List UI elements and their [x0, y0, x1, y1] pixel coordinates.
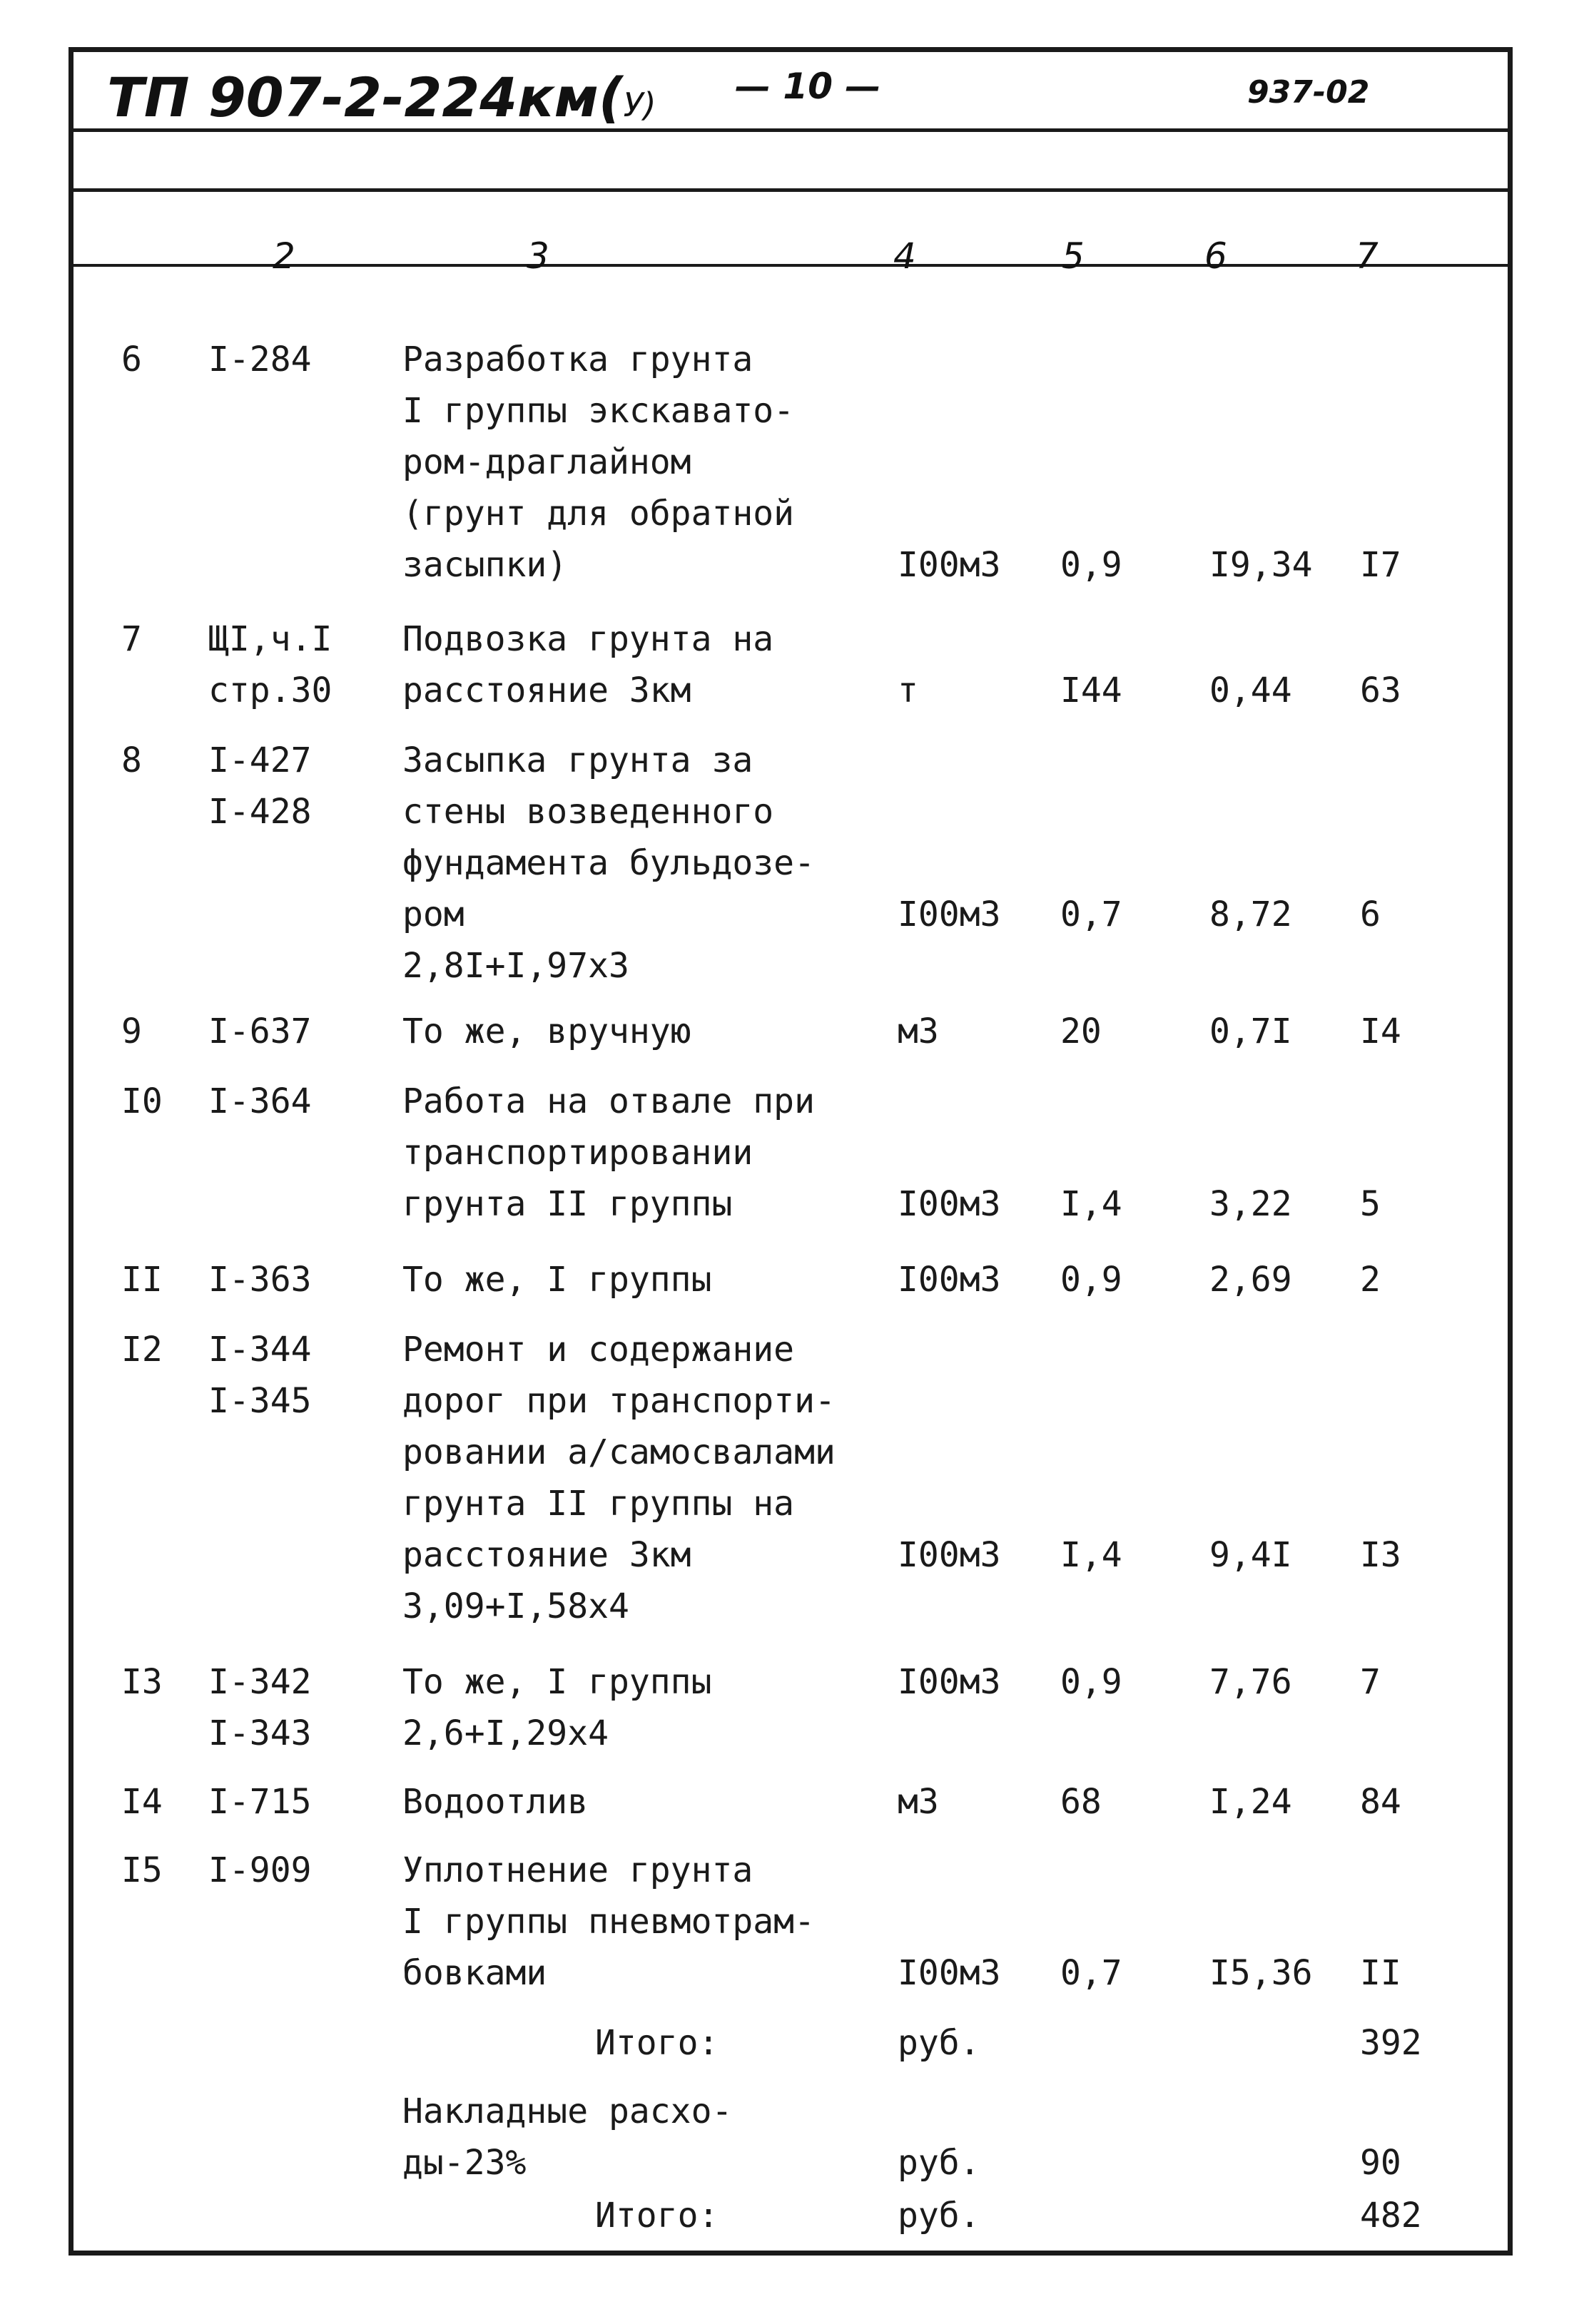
description-line: стены возведенного [402, 792, 774, 832]
description-line: Засыпка грунта за [402, 740, 753, 780]
summary-total: 482 [1360, 2196, 1422, 2236]
norm-code-line: I-364 [208, 1081, 312, 1121]
norm-code-line: I-284 [208, 340, 312, 379]
total-cost: I7 [1360, 545, 1401, 585]
unit-price: 8,72 [1209, 895, 1292, 934]
table-row [0, 1006, 1584, 1057]
norm-code-line: I-427 [208, 740, 312, 780]
summary-label-line: ды-23% [402, 2143, 527, 2183]
row-number: II [121, 1260, 163, 1300]
work-description [402, 1845, 815, 1999]
unit-price: 0,44 [1209, 671, 1292, 710]
column-header-5: 5 [1062, 235, 1085, 277]
description-line: То же, I группы [402, 1260, 712, 1300]
description-line: Ремонт и содержание [402, 1330, 795, 1370]
unit: I00м3 [898, 1535, 1001, 1575]
norm-code [208, 613, 332, 716]
description-line: 2,6+I,29х4 [402, 1713, 609, 1753]
total-cost: 7 [1360, 1662, 1381, 1702]
table-row [0, 1656, 1584, 1759]
norm-code-line: I-345 [208, 1381, 312, 1421]
description-line: Работа на отвале при [402, 1081, 815, 1121]
norm-code [208, 1324, 312, 1427]
table-row [0, 1254, 1584, 1305]
row-number: I5 [121, 1850, 163, 1890]
row-number: I0 [121, 1081, 163, 1121]
total-cost: 63 [1360, 671, 1401, 710]
unit: м3 [898, 1011, 939, 1051]
unit: I00м3 [898, 1953, 1001, 1993]
quantity: 0,9 [1060, 1662, 1122, 1702]
norm-code [208, 1845, 312, 1896]
quantity: I,4 [1060, 1535, 1122, 1575]
description-line: То же, вручную [402, 1011, 691, 1051]
summary-unit: руб. [898, 2196, 980, 2236]
unit-price: 9,4I [1209, 1535, 1292, 1575]
unit-price: 7,76 [1209, 1662, 1292, 1702]
doc-code: ТП 907-2-224км(У) [107, 66, 656, 129]
description-line: То же, I группы [402, 1662, 712, 1702]
summary-label-line: Итого: [595, 2023, 719, 2063]
unit-price: I,24 [1209, 1782, 1292, 1822]
column-header-6: 6 [1204, 235, 1227, 277]
table-row [0, 1845, 1584, 1999]
norm-code [208, 1254, 312, 1305]
norm-code-line: I-343 [208, 1713, 312, 1753]
work-description [402, 1254, 711, 1305]
row-number: 7 [121, 619, 142, 659]
summary-label [595, 2017, 719, 2069]
description-line: (грунт для обратной [402, 494, 795, 534]
summary-total: 90 [1360, 2143, 1401, 2183]
row-number: 6 [121, 340, 142, 379]
description-line: расстояние 3км [402, 671, 691, 710]
norm-code-line: I-715 [208, 1782, 312, 1822]
ref-number: 937-02 [1247, 74, 1370, 111]
unit-price: I5,36 [1209, 1953, 1313, 1993]
norm-code-line: I-637 [208, 1011, 312, 1051]
quantity: 20 [1060, 1011, 1102, 1051]
quantity: 68 [1060, 1782, 1102, 1822]
column-header-2: 2 [273, 235, 295, 277]
norm-code-line: I-344 [208, 1330, 312, 1370]
work-description [402, 1076, 815, 1230]
description-line: 3,09+I,58х4 [402, 1586, 629, 1626]
unit-price: I9,34 [1209, 545, 1313, 585]
description-line: засыпки) [402, 545, 568, 585]
norm-code-line: I-342 [208, 1662, 312, 1702]
total-cost: 2 [1360, 1260, 1381, 1300]
work-description [402, 1776, 588, 1828]
header-divider-2 [68, 188, 1513, 192]
norm-code-line: ЩI,ч.I [208, 619, 332, 659]
summary-label-line: Итого: [595, 2196, 719, 2236]
quantity: I,4 [1060, 1184, 1122, 1224]
description-line: 2,8I+I,97х3 [402, 946, 629, 986]
unit: I00м3 [898, 1184, 1001, 1224]
column-header-4: 4 [893, 235, 916, 277]
total-cost: I3 [1360, 1535, 1401, 1575]
description-line: Водоотлив [402, 1782, 589, 1822]
norm-code [208, 1006, 312, 1057]
work-description [402, 1656, 711, 1759]
summary-label [402, 2086, 732, 2188]
row-number: I4 [121, 1782, 163, 1822]
table-row [0, 1324, 1584, 1632]
description-line: грунта II группы [402, 1184, 733, 1224]
row-number: I3 [121, 1662, 163, 1702]
table-row [0, 735, 1584, 992]
unit: I00м3 [898, 1662, 1001, 1702]
norm-code-line: стр.30 [208, 671, 332, 710]
description-line: ром [402, 895, 464, 934]
column-header-3: 3 [527, 235, 549, 277]
unit: м3 [898, 1782, 939, 1822]
summary-total: 392 [1360, 2023, 1422, 2063]
quantity: I44 [1060, 671, 1122, 710]
unit: I00м3 [898, 1260, 1001, 1300]
column-header-7: 7 [1356, 235, 1379, 277]
row-number: I2 [121, 1330, 163, 1370]
description-line: фундамента бульдозе- [402, 843, 815, 883]
summary-row [0, 2086, 1584, 2188]
unit-price: 3,22 [1209, 1184, 1292, 1224]
description-line: ром-драглайном [402, 442, 691, 482]
description-line: дорог при транспорти- [402, 1381, 836, 1421]
summary-label [595, 2190, 719, 2241]
norm-code [208, 334, 312, 385]
description-line: ровании а/самосвалами [402, 1432, 836, 1472]
description-line: расстояние 3км [402, 1535, 691, 1575]
summary-row [0, 2190, 1584, 2241]
quantity: 0,9 [1060, 1260, 1122, 1300]
description-line: I группы экскавато- [402, 391, 795, 431]
total-cost: 6 [1360, 895, 1381, 934]
work-description [402, 1006, 691, 1057]
work-description [402, 1324, 836, 1632]
description-line: Подвозка грунта на [402, 619, 774, 659]
page-number: — 10 — [735, 66, 881, 107]
work-description [402, 613, 773, 716]
work-description [402, 334, 794, 591]
quantity: 0,9 [1060, 545, 1122, 585]
description-line: Разработка грунта [402, 340, 753, 379]
unit-price: 0,7I [1209, 1011, 1292, 1051]
norm-code [208, 1776, 312, 1828]
row-number: 9 [121, 1011, 142, 1051]
norm-code [208, 735, 312, 837]
row-number: 8 [121, 740, 142, 780]
norm-code-line: I-909 [208, 1850, 312, 1890]
total-cost: 84 [1360, 1782, 1401, 1822]
total-cost: II [1360, 1953, 1401, 1993]
total-cost: 5 [1360, 1184, 1381, 1224]
table-row [0, 1776, 1584, 1828]
quantity: 0,7 [1060, 895, 1122, 934]
norm-code [208, 1656, 312, 1759]
summary-unit: руб. [898, 2023, 980, 2063]
total-cost: I4 [1360, 1011, 1401, 1051]
table-row [0, 613, 1584, 716]
table-row [0, 334, 1584, 591]
norm-code-line: I-428 [208, 792, 312, 832]
work-description [402, 735, 815, 992]
description-line: транспортировании [402, 1133, 753, 1173]
description-line: бовками [402, 1953, 547, 1993]
norm-code [208, 1076, 312, 1127]
unit-price: 2,69 [1209, 1260, 1292, 1300]
description-line: грунта II группы на [402, 1484, 795, 1524]
summary-unit: руб. [898, 2143, 980, 2183]
quantity: 0,7 [1060, 1953, 1122, 1993]
table-row [0, 1076, 1584, 1230]
unit: I00м3 [898, 895, 1001, 934]
description-line: Уплотнение грунта [402, 1850, 753, 1890]
doc-code-suffix: У) [623, 86, 656, 124]
summary-label-line: Накладные расхо- [402, 2091, 733, 2131]
description-line: I группы пневмотрам- [402, 1902, 815, 1942]
unit: т [898, 671, 918, 710]
norm-code-line: I-363 [208, 1260, 312, 1300]
unit: I00м3 [898, 545, 1001, 585]
summary-row [0, 2017, 1584, 2069]
